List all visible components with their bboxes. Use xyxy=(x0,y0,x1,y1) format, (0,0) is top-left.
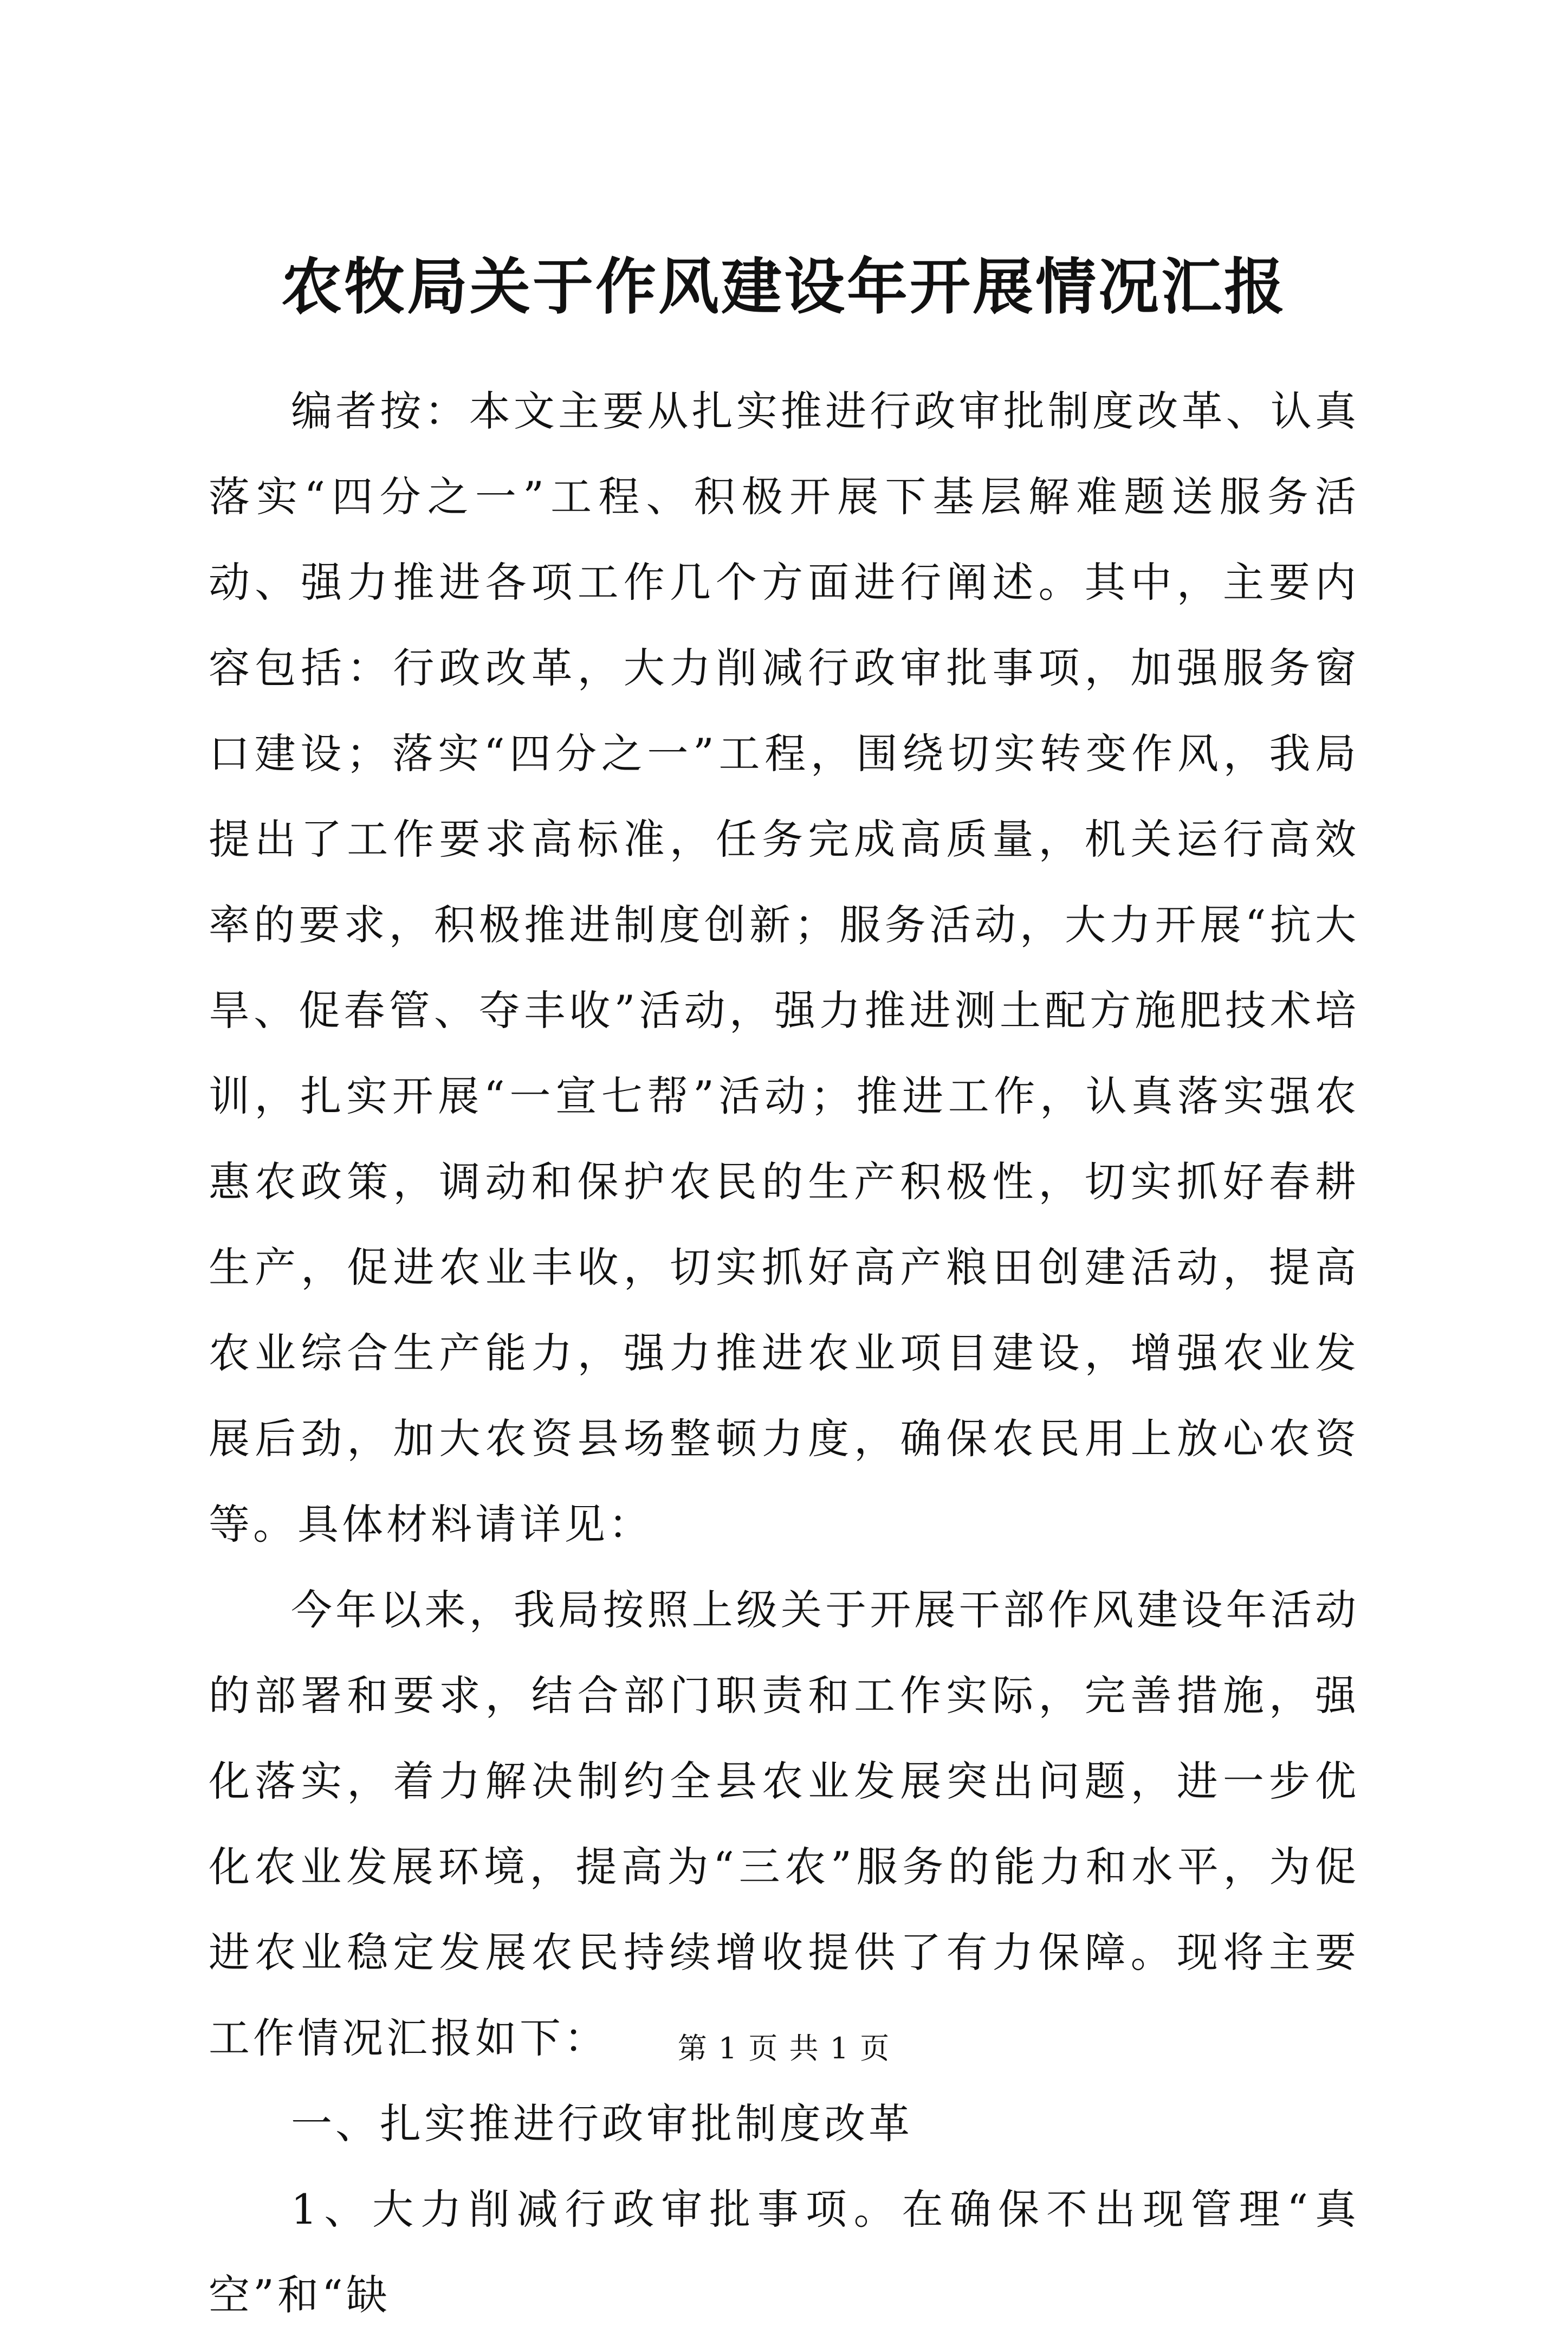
document-title: 农牧局关于作风建设年开展情况汇报 xyxy=(281,251,1287,322)
page-number-footer: 第 1 页 共 1 页 xyxy=(677,2031,891,2065)
editor-note-paragraph: 编者按：本文主要从扎实推进行政审批制度改革、认真落实“四分之一”工程、积极开展下基层解难题送服务活动、强力推进各项工作几个方面进行阐述。其中，主要内容包括：行政改革，大力削减行政审批事项，加强服务窗口建设；落实“四分之一”工程，围绕切实转变作风，我局提出了工作要求高标准，任务完成高质量，机关运行高效率的要求，积极推进制度创新；服务活动，大力开展“抗大旱、促春管、夺丰收”活动，强力推进测土配方施肥技术培训，扎实开展“一宣七帮”活动；推进工作，认真落实强农惠农政策，调动和保护农民的生产积极性，切实抓好春耕生产，促进农业丰收，切实抓好高产粮田创建活动，提高农业综合生产能力，强力推进农业项目建设，增强农业发展后劲，加大农资县场整顿力度，确保农民用上放心农资等。具体材料请详见： xyxy=(209,387,1359,1548)
section-heading: 一、扎实推进行政审批制度改革 xyxy=(291,2100,913,2148)
intro-paragraph: 今年以来，我局按照上级关于开展干部作风建设年活动的部署和要求，结合部门职责和工作实际，完善措施，强化落实，着力解决制约全县农业发展突出问题，进一步优化农业发展环境，提高为“三农”服务的能力和水平，为促进农业稳定发展农民持续增收提供了有力保障。现将主要工作情况汇报如下： xyxy=(209,1586,1359,2062)
section-item-paragraph: 1、大力削减行政审批事项。在确保不出现管理“真空”和“缺 xyxy=(209,2185,1359,2319)
